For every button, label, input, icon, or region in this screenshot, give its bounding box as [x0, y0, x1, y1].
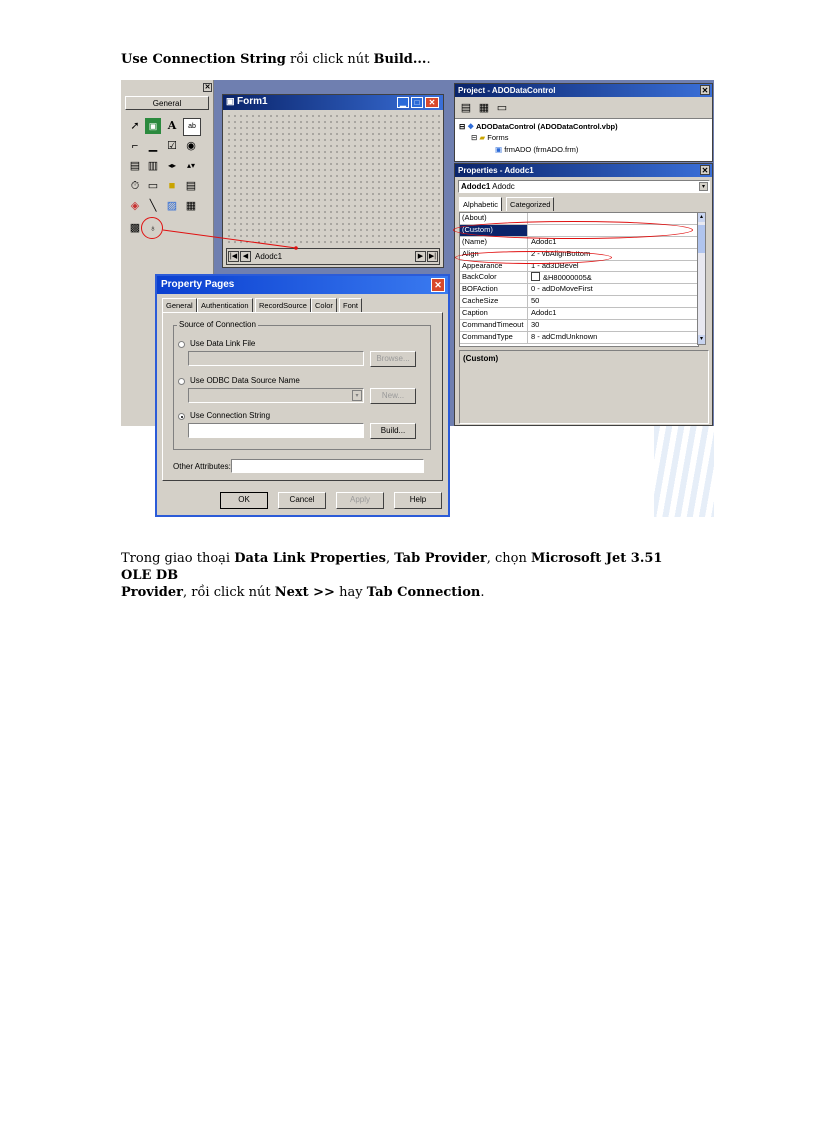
tab-general[interactable]: General — [162, 298, 197, 312]
vb6-screenshot — [121, 80, 714, 517]
object-selector[interactable] — [458, 180, 710, 193]
form1-maximize-button[interactable]: □ — [411, 97, 423, 108]
textbox-tool-icon[interactable]: ab — [183, 118, 201, 136]
project-window — [454, 83, 713, 162]
adodc-first-icon[interactable]: |◀ — [229, 253, 238, 260]
property-name: CommandType — [460, 332, 528, 343]
toolbox-close-button[interactable]: ✕ — [204, 84, 211, 91]
backcolor-value: &H80000005& — [543, 273, 592, 283]
property-name: BackColor — [460, 272, 528, 283]
outro-bold-5: Next >> — [274, 585, 335, 600]
view-object-icon[interactable]: ▦ — [478, 102, 490, 114]
dialog-titlebar — [157, 276, 448, 294]
property-row[interactable] — [460, 308, 698, 320]
optionbutton-tool-icon[interactable]: ◉ — [186, 140, 196, 152]
property-name: CacheSize — [460, 296, 528, 307]
form1-title: Form1 — [237, 96, 268, 107]
cancel-button[interactable]: Cancel — [278, 492, 326, 509]
property-value[interactable]: Adodc1 — [531, 236, 557, 246]
property-scrollbar[interactable] — [697, 212, 706, 345]
dialog-close-icon[interactable]: ✕ — [431, 278, 445, 292]
outro-bold-3: Microsoft Jet 3.51 OLE DB — [121, 551, 663, 583]
project-titlebar — [455, 84, 712, 97]
view-code-icon[interactable]: ▤ — [460, 102, 472, 114]
odbc-label: Use ODBC Data Source Name — [190, 376, 300, 385]
project-title: Project - ADODataControl — [458, 86, 556, 95]
hscrollbar-tool-icon[interactable]: ◂▸ — [167, 161, 177, 170]
apply-button[interactable]: Apply — [336, 492, 384, 509]
radio-data-link-file[interactable] — [178, 341, 185, 348]
timer-tool-icon[interactable]: ⏱ — [130, 180, 140, 192]
picturebox-tool-icon[interactable]: ▣ — [145, 118, 161, 134]
combobox-tool-icon[interactable]: ▤ — [129, 160, 141, 172]
outro-text-2: , — [385, 551, 395, 566]
odbc-select[interactable] — [188, 388, 364, 403]
outro-text-4: , rồi click nút — [183, 585, 275, 600]
annotation-line — [163, 230, 296, 248]
property-row[interactable] — [460, 332, 698, 344]
tab-recordsource[interactable]: RecordSource — [255, 298, 311, 312]
project-tree-forms[interactable] — [471, 133, 509, 142]
properties-titlebar — [455, 164, 712, 177]
dialog-tabs — [162, 298, 442, 312]
data-link-file-input[interactable] — [188, 351, 364, 366]
property-value[interactable]: 2 - vbAlignBottom — [531, 248, 591, 258]
outro-text-6: . — [480, 585, 485, 600]
line-tool-icon[interactable]: ╲ — [149, 200, 157, 212]
image-tool-icon[interactable]: ▨ — [166, 200, 178, 212]
outro-text-3: , chọn — [486, 551, 531, 566]
drivelistbox-tool-icon[interactable]: ▭ — [147, 180, 159, 192]
toolbox-general-tab[interactable]: General — [125, 96, 209, 110]
outro-bold-6: Tab Connection — [366, 585, 481, 600]
property-name: CommandTimeout — [460, 320, 528, 331]
property-description: (Custom) — [459, 350, 709, 424]
property-value[interactable]: Adodc1 — [531, 308, 557, 318]
odbc-chevron-down-icon[interactable]: ▾ — [352, 390, 362, 401]
tab-categorized[interactable]: Categorized — [506, 197, 554, 211]
property-pages-dialog — [155, 274, 450, 517]
scroll-up-icon[interactable]: ▴ — [699, 214, 703, 220]
intro-paragraph — [121, 51, 431, 68]
browse-button[interactable]: Browse... — [370, 351, 416, 367]
outro-bold-1: Data Link Properties — [234, 551, 386, 566]
form-item-label: frmADO (frmADO.frm) — [504, 145, 579, 154]
project-toolbar — [455, 97, 712, 119]
property-row[interactable] — [460, 272, 698, 284]
dirlistbox-tool-icon[interactable]: ■ — [168, 180, 176, 192]
dialog-title: Property Pages — [161, 279, 235, 290]
color-swatch-icon — [531, 272, 540, 281]
checkbox-tool-icon[interactable]: ☑ — [167, 140, 177, 152]
vscrollbar-tool-icon[interactable]: ▴▾ — [186, 161, 196, 170]
adodc-next-icon[interactable]: ▶ — [415, 251, 426, 262]
intro-text-1: rồi click nút — [285, 52, 374, 67]
object-name: Adodc1 — [461, 182, 491, 191]
property-name: (About) — [460, 213, 528, 224]
form1-minimize-button[interactable]: ▁ — [397, 97, 409, 108]
data-tool-icon[interactable]: ▦ — [185, 200, 197, 212]
property-row[interactable] — [460, 284, 698, 296]
properties-close-button[interactable]: ✕ — [701, 166, 709, 175]
chevron-down-icon[interactable]: ▾ — [699, 182, 708, 191]
decorative-stripes — [654, 426, 714, 517]
property-name: Caption — [460, 308, 528, 319]
intro-bold-1: Use Connection String — [121, 52, 286, 67]
data-link-file-label: Use Data Link File — [190, 339, 256, 348]
property-value[interactable]: 50 — [531, 296, 540, 306]
other-attributes-label: Other Attributes: — [173, 462, 231, 471]
collapse-forms-icon[interactable]: ⊟ — [471, 133, 478, 142]
custom-highlight-ellipse — [453, 221, 693, 239]
intro-text-2: . — [426, 52, 431, 67]
frame-tool-icon[interactable]: ⌐ — [131, 140, 139, 152]
listbox-tool-icon[interactable]: ▥ — [147, 160, 159, 172]
project-icon: ❖ — [467, 122, 475, 131]
adodc-prev-icon[interactable]: ◀ — [240, 251, 251, 262]
dialog-tab-page — [162, 312, 443, 481]
filelistbox-tool-icon[interactable]: ▤ — [185, 180, 197, 192]
outro-bold-2: Tab Provider — [394, 551, 487, 566]
outro-text-1: Trong giao thoại — [121, 551, 235, 566]
scroll-down-icon[interactable]: ▾ — [699, 336, 703, 342]
source-group-label: Source of Connection — [179, 320, 256, 329]
outro-paragraph — [121, 550, 681, 601]
forms-folder-label: Forms — [487, 133, 509, 142]
property-name: BOFAction — [460, 284, 528, 295]
toggle-folders-icon[interactable]: ▭ — [496, 102, 508, 114]
project-tree-form-item[interactable] — [495, 145, 578, 154]
radio-connection-string[interactable] — [178, 413, 185, 420]
outro-text-5: hay — [334, 585, 367, 600]
new-button[interactable]: New... — [370, 388, 416, 404]
object-type: Adodc — [492, 182, 515, 191]
scroll-thumb[interactable] — [698, 225, 705, 253]
build-button[interactable]: Build... — [370, 423, 416, 439]
label-tool-icon[interactable]: A — [167, 119, 177, 132]
project-tree-root[interactable] — [459, 122, 618, 131]
shape-tool-icon[interactable]: ◈ — [130, 200, 140, 212]
project-root-label: ADODataControl (ADODataControl.vbp) — [475, 122, 618, 131]
connection-string-input[interactable] — [188, 423, 364, 438]
tab-color[interactable]: Color — [311, 298, 337, 312]
property-value[interactable]: 1 - ad3DBevel — [531, 260, 579, 270]
outro-bold-4: Provider — [121, 585, 183, 600]
collapse-icon[interactable]: ⊟ — [459, 122, 466, 131]
project-close-button[interactable]: ✕ — [701, 86, 709, 95]
pointer-tool-icon[interactable]: ➚ — [130, 120, 140, 132]
property-name: (Name) — [460, 237, 528, 248]
ole-tool-icon[interactable]: ▩ — [129, 222, 141, 234]
property-value[interactable] — [528, 272, 698, 283]
adodc-tool-icon[interactable]: ♁ — [149, 223, 157, 233]
properties-tabs — [459, 197, 709, 211]
tab-authentication[interactable]: Authentication — [197, 298, 253, 312]
properties-title: Properties - Adodc1 — [458, 166, 534, 175]
radio-odbc[interactable] — [178, 378, 185, 385]
property-name: Align — [460, 249, 528, 260]
other-attributes-input[interactable] — [231, 459, 424, 473]
property-name: (Custom) — [460, 225, 528, 236]
property-value[interactable]: 0 - adDoMoveFirst — [531, 284, 593, 294]
align-highlight-ellipse — [455, 251, 612, 264]
form1-icon: ▣ — [226, 96, 238, 106]
form-file-icon: ▣ — [495, 145, 503, 154]
property-name: Appearance — [460, 261, 528, 272]
property-value[interactable]: 30 — [531, 320, 540, 330]
commandbutton-tool-icon[interactable]: ▁ — [148, 140, 158, 152]
adodc-last-icon[interactable]: ▶| — [428, 253, 437, 260]
ok-button[interactable]: OK — [220, 492, 268, 509]
adodc-caption: Adodc1 — [255, 252, 283, 261]
properties-window — [454, 163, 713, 426]
tab-font[interactable]: Font — [339, 298, 362, 312]
folder-icon: ▰ — [479, 133, 486, 142]
tab-alphabetic[interactable]: Alphabetic — [459, 197, 502, 211]
connection-string-label: Use Connection String — [190, 411, 271, 420]
property-row[interactable] — [460, 296, 698, 308]
annotation-dot — [294, 246, 298, 250]
intro-bold-2: Build... — [373, 52, 427, 67]
property-value[interactable]: 8 - adCmdUnknown — [531, 331, 598, 341]
property-row[interactable] — [460, 320, 698, 332]
help-button[interactable]: Help — [394, 492, 442, 509]
form1-close-button[interactable]: ✕ — [425, 97, 439, 108]
